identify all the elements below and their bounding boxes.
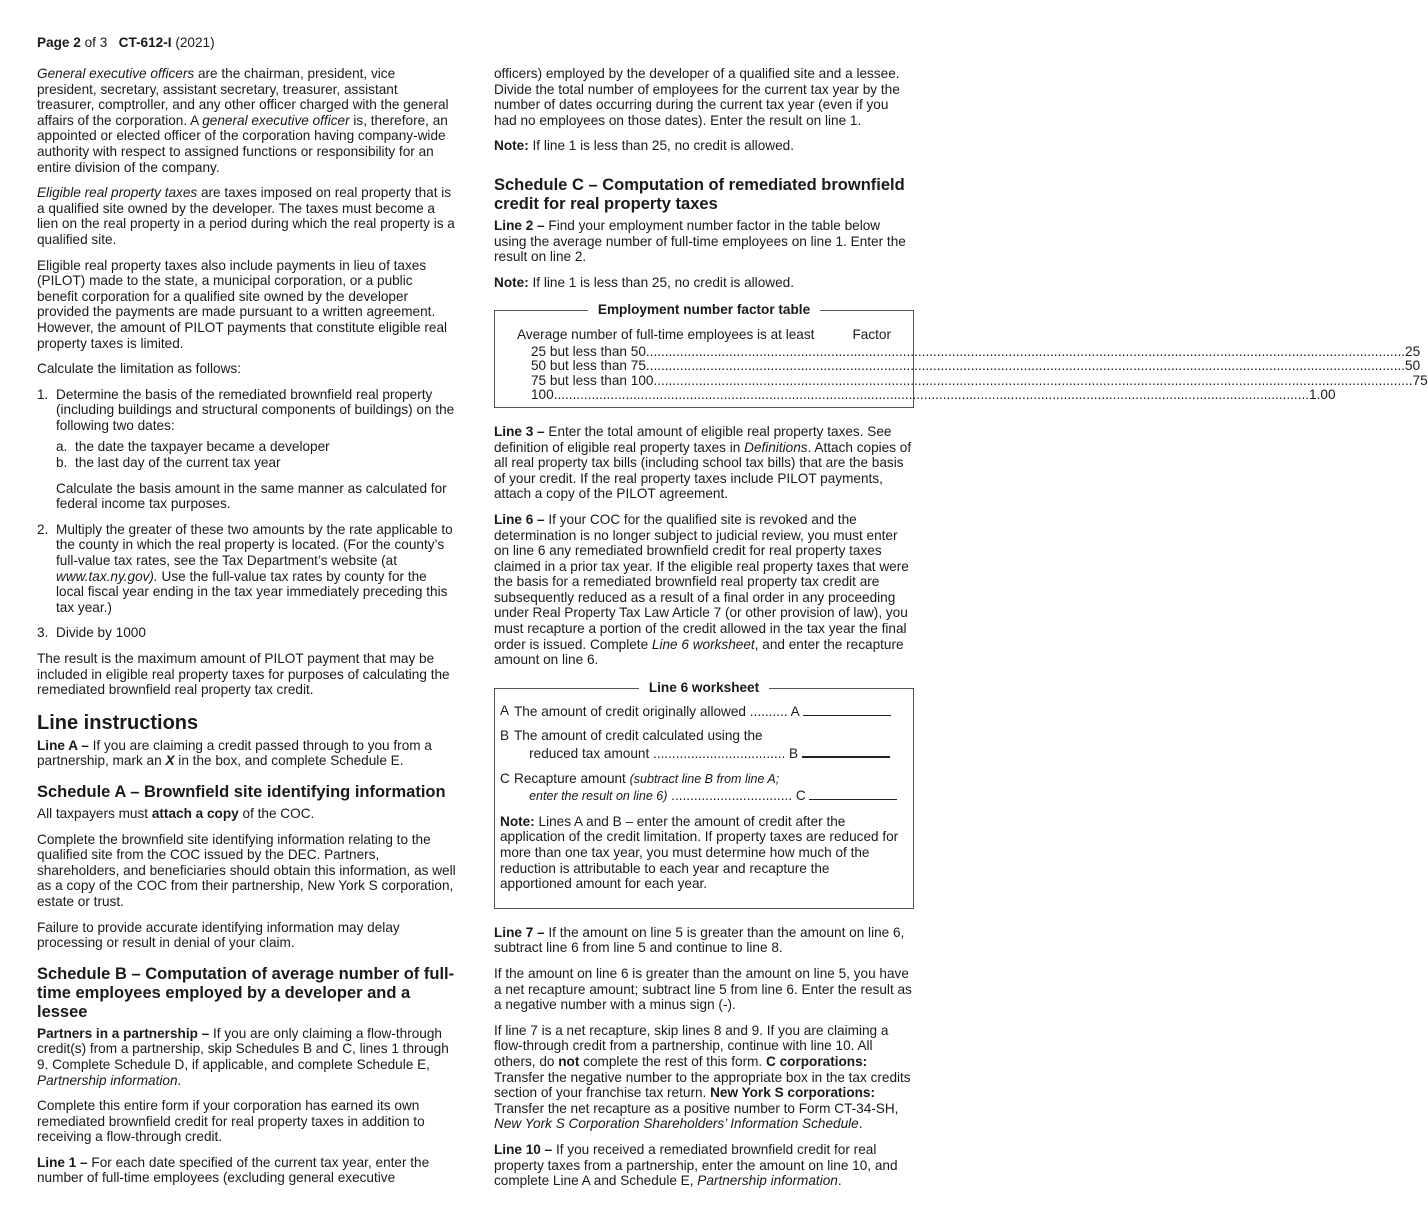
result-paragraph: The result is the maximum amount of PILOT payment that may be included in eligible real property taxes for purposes of calculating the remediated brownfield real property tax credit. bbox=[37, 651, 450, 698]
line-6-worksheet bbox=[494, 679, 914, 909]
pilot-paragraph: Eligible real property taxes also include payments in lieu of taxes (PILOT) made to the state, a municipal corporation, or a public benefit corporation for a qualified site owned by the developer provided the payments are made pursuant to a written agreement. However, the amount of PILOT payments that constitute eligible real property taxes is limited. bbox=[37, 257, 448, 351]
calc-step-1: 1. Determine the basis of the remediated brownfield real property (including buildings and structural components of buildings) on the following two dates: a. the date the taxpayer became a developer b. the last day of the current tax year Calculate the basis amount in the same manner as calculated for federal income tax purposes. bbox=[37, 386, 455, 512]
worksheet-note: Note: Lines A and B – enter the amount of credit after the application of the credit limitation. If property taxes are reduced for more than one tax year, you must determine how much of the reduction is attributable to each year and recapture the apportioned amount for each year. bbox=[500, 813, 899, 892]
schedule-a-p3: Failure to provide accurate identifying information may delay processing or result in denial of your claim. bbox=[37, 919, 400, 951]
worksheet-field-a[interactable] bbox=[803, 703, 891, 716]
page-header bbox=[37, 35, 215, 51]
page-label: Page 2 bbox=[37, 35, 81, 50]
line-instructions-heading: Line instructions bbox=[37, 711, 199, 734]
schedule-c-heading: Schedule C – Computation of remediated brownfield credit for real property taxes bbox=[494, 175, 905, 213]
calc-steps bbox=[37, 387, 457, 641]
line-10-paragraph: Line 10 – If you received a remediated brownfield credit for real property taxes from a partnership, enter the amount on line 10, and complete Line A and Schedule E, Partnership information. bbox=[494, 1141, 898, 1189]
schedule-b-p1: Partners in a partnership – If you are only claiming a flow-through credit(s) from a partnership, skip Schedules B and C, lines 1 through 9. Complete Schedule D, if applicable, and complete Schedule E, Partnership information. bbox=[37, 1025, 449, 1088]
note-2: Note: If line 1 is less than 25, no credit is allowed. bbox=[494, 274, 794, 290]
factor-table-row: 100 ........................................................................................................................................................................................................ 1.00 bbox=[531, 387, 1336, 403]
schedule-b-p2: Complete this entire form if your corporation has earned its own remediated brownfield credit for real property taxes in addition to receiving a flow-through credit. bbox=[37, 1098, 425, 1145]
factor-table-col1: Average number of full-time employees is at least bbox=[517, 327, 815, 343]
line-3-paragraph: Line 3 – Enter the total amount of eligible real property taxes. See definition of eligible real property taxes in Definitions. Attach copies of all real property tax bills (including school tax bills) that are the basis of your credit. If the real property taxes include PILOT payments, attach a copy of the PILOT agreement. bbox=[494, 423, 912, 502]
employment-factor-table bbox=[494, 302, 1428, 408]
recapture-paragraph: If the amount on line 6 is greater than the amount on line 5, you have a net recapture amount; subtract line 5 from line 6. Enter the result as a negative number with a minus sign (-). bbox=[494, 965, 912, 1013]
factor-table-title: Employment number factor table bbox=[588, 302, 820, 317]
line-a-paragraph: Line A – If you are claiming a credit passed through to you from a partnership, mark an X in the box, and complete Schedule E. bbox=[37, 737, 432, 769]
right-column bbox=[494, 66, 1428, 1199]
line-6-paragraph: Line 6 – If your COC for the qualified site is revoked and the determination is no longer subject to judicial review, you must enter on line 6 any remediated brownfield credit for real property taxes claimed in a prior tax year. If the eligible real property taxes that were the basis for a remediated brownfield real property tax credit are subsequently reduced as a result of a final order in any proceeding under Real Property Tax Law Article 7 (or other provision of law), you must recapture a portion of the credit allowed in the tax year the final order is issued. Complete Line 6 worksheet, and enter the recapture amount on line 6. bbox=[494, 511, 909, 668]
schedule-a-p1: All taxpayers must attach a copy of the COC. bbox=[37, 805, 315, 821]
factor-table-row: 50 but less than 75 ........................................................................................................................................................................................................ .50 bbox=[531, 358, 1421, 374]
page-of: of 3 bbox=[84, 35, 108, 50]
line-7-paragraph: Line 7 – If the amount on line 5 is greater than the amount on line 6, subtract line 6 from line 5 and continue to line 8. bbox=[494, 924, 905, 956]
form-id: CT-612-I bbox=[118, 35, 172, 50]
net-recapture-paragraph: If line 7 is a net recapture, skip lines 8 and 9. If you are claiming a flow-through credit from a partnership, continue with line 10. All others, do not complete the rest of this form. C corporations: Transfer the negative number to the appropriate box in the tax credits section of your franchise tax return. New York S corporations: Transfer the net recapture as a positive number to Form CT-34-SH, New York S Corporation Shareholders’ Information Schedule. bbox=[494, 1022, 911, 1132]
erpt-paragraph: Eligible real property taxes are taxes imposed on real property that is a qualified site owned by the developer. The taxes must become a lien on the real property in a period during which the real property is a qualified site. bbox=[37, 185, 455, 247]
factor-table-row: 25 but less than 50 ........................................................................................................................................................................................................ .25 bbox=[531, 343, 1421, 359]
worksheet-row-a: A The amount of credit originally allowed .......... A bbox=[500, 703, 903, 720]
calc-intro: Calculate the limitation as follows: bbox=[37, 361, 241, 377]
worksheet-field-b[interactable] bbox=[802, 744, 890, 758]
line-1-continued: officers) employed by the developer of a qualified site and a lessee. Divide the total number of employees for the current tax year by the number of dates occurring during the current tax year (even if you had no employees on those dates). Enter the result on line 1. bbox=[494, 66, 900, 128]
worksheet-field-c[interactable] bbox=[809, 787, 897, 800]
worksheet-row-b: B The amount of credit calculated using the reduced tax amount ................................... B bbox=[500, 728, 903, 761]
form-year: (2021) bbox=[175, 35, 215, 50]
calc-step-3: 3. Divide by 1000 bbox=[37, 625, 146, 641]
worksheet-row-c: C Recapture amount (subtract line B from line A; enter the result on line 6) ................................ C bbox=[500, 771, 903, 805]
schedule-a-p2: Complete the brownfield site identifying information relating to the qualified site from the COC issued by the DEC. Partners, shareholders, and beneficiaries should obtain this information, as well as a copy of the COC from their partnership, New York S corporation, estate or trust. bbox=[37, 831, 456, 909]
schedule-b-heading: Schedule B – Computation of average number of full-time employees employed by a developer and a lessee bbox=[37, 964, 455, 1021]
factor-table-col2: Factor bbox=[852, 327, 891, 343]
line-2-paragraph: Line 2 – Find your employment number factor in the table below using the average number of full-time employees on line 1. Enter the result on line 2. bbox=[494, 217, 906, 265]
worksheet-title: Line 6 worksheet bbox=[639, 680, 769, 695]
note-1: Note: If line 1 is less than 25, no credit is allowed. bbox=[494, 138, 794, 154]
factor-table-row: 75 but less than 100 ........................................................................................................................................................................................................ .75 bbox=[531, 372, 1428, 388]
tax-website-link: www.tax.ny.gov). bbox=[56, 568, 158, 584]
schedule-a-heading: Schedule A – Brownfield site identifying information bbox=[37, 782, 446, 801]
officers-paragraph: General executive officers are the chairman, president, vice president, secretary, assistant secretary, treasurer, assistant treasurer, comptroller, and any other officer charged with the general affairs of the corporation. A general executive officer is, therefore, an appointed or elected officer of the corporation having company-wide authority with respect to assigned functions or responsibility for an entire division of the company. bbox=[37, 66, 449, 175]
left-column bbox=[37, 66, 457, 1196]
line-1-paragraph: Line 1 – For each date specified of the current tax year, enter the number of full-time employees (excluding general executive bbox=[37, 1154, 430, 1186]
calc-step-2: 2. Multiply the greater of these two amounts by the rate applicable to the county in which the real property is located. (For the county’s full-value tax rates, see the Tax Department’s website (at www.tax.ny.gov). Use the full-value tax rates by county for the local fiscal year ending in the tax year immediately preceding this tax year.) bbox=[37, 521, 453, 615]
